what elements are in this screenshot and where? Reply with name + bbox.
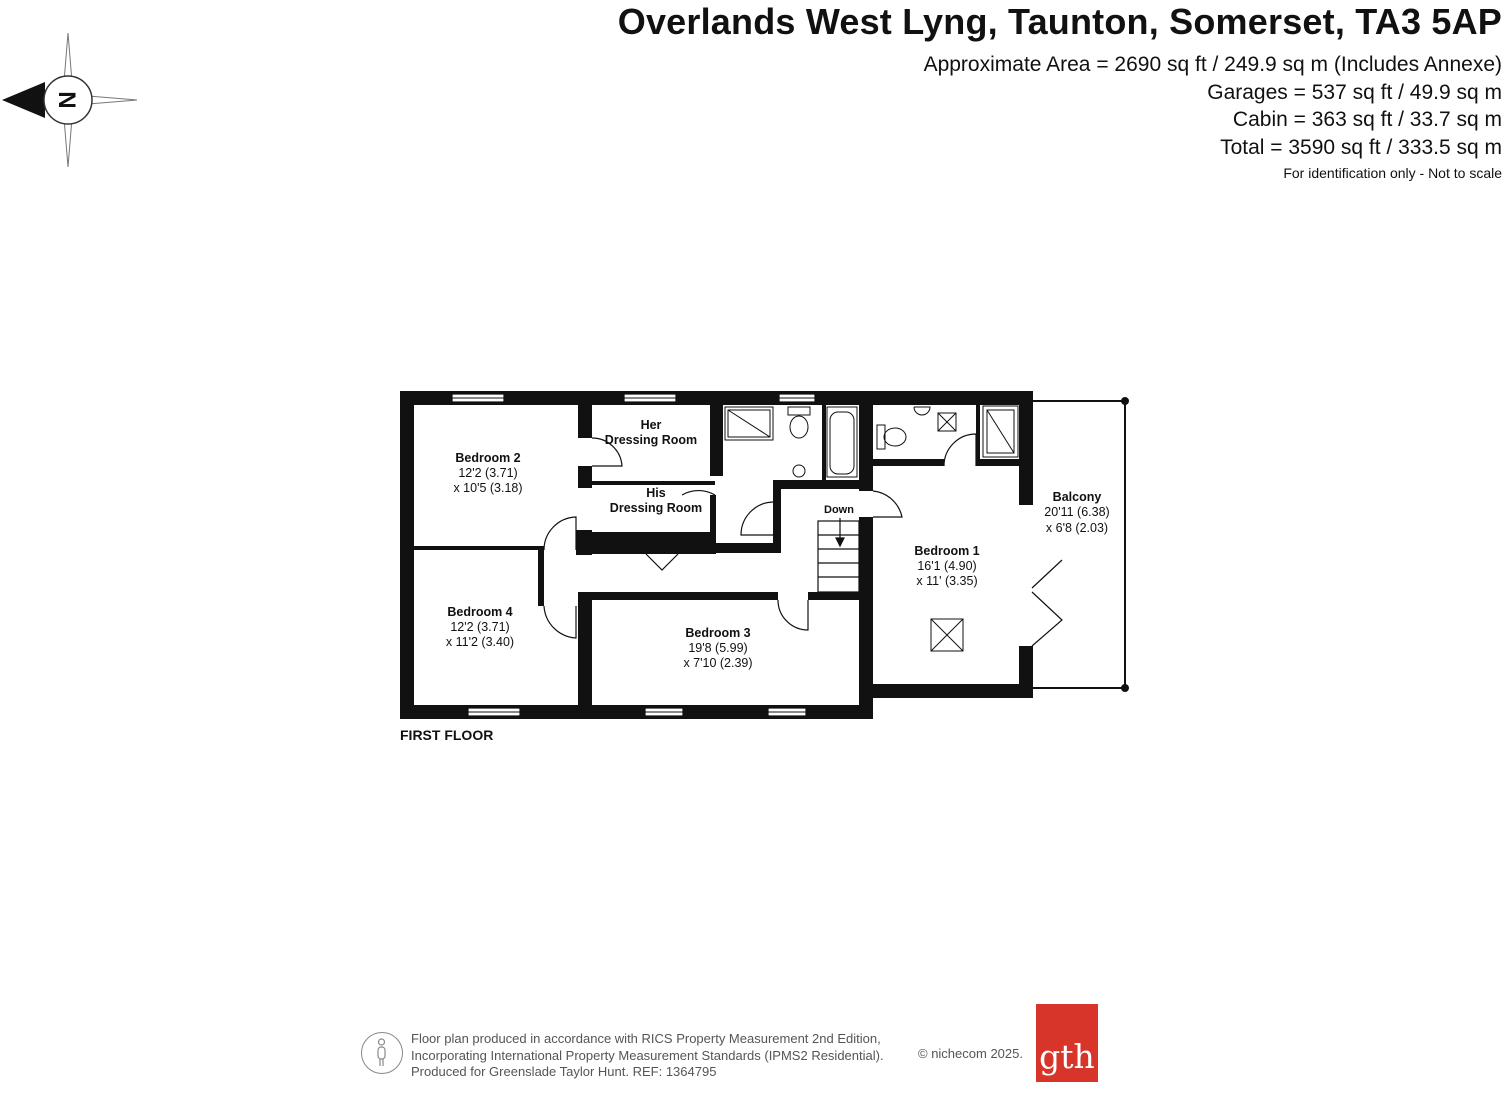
- property-title: Overlands West Lyng, Taunton, Somerset, TA3 5AP: [617, 1, 1502, 42]
- gth-logo: [1036, 1004, 1098, 1082]
- bedroom3-dim1: 19'8 (5.99): [688, 641, 748, 655]
- balcony-dim1: 20'11 (6.38): [1044, 505, 1110, 519]
- footer-line-3: Produced for Greenslade Taylor Hunt. REF: 1364795: [411, 1064, 717, 1079]
- compass-letter: N: [54, 91, 82, 109]
- bedroom2-dim1: 12'2 (3.71): [458, 466, 518, 480]
- stairs: [818, 518, 859, 592]
- bedroom4-name: Bedroom 4: [447, 605, 513, 619]
- bedroom2-name: Bedroom 2: [455, 451, 521, 465]
- cabin-area: Cabin = 363 sq ft / 33.7 sq m: [1232, 108, 1502, 131]
- her-dressing-line1: Her: [640, 418, 662, 432]
- stairs-label: Down: [824, 504, 854, 516]
- his-dressing-line2: Dressing Room: [609, 501, 703, 515]
- approximate-area: Approximate Area = 2690 sq ft / 249.9 sq m (Includes Annexe): [923, 53, 1502, 76]
- bedroom4-dim1: 12'2 (3.71): [450, 620, 510, 634]
- compass-icon: [2, 33, 137, 167]
- logo-text: gth: [1039, 1037, 1095, 1076]
- bedroom4-dim2: x 11'2 (3.40): [445, 635, 515, 649]
- her-dressing-line2: Dressing Room: [604, 433, 698, 447]
- bedroom2-dim2: x 10'5 (3.18): [453, 481, 523, 495]
- bedroom3-dim2: x 7'10 (2.39): [683, 656, 753, 670]
- footer-text: [411, 1031, 884, 1081]
- bedroom1-name: Bedroom 1: [914, 544, 980, 558]
- bedroom1-dim1: 16'1 (4.90): [917, 559, 977, 573]
- balcony-outline: [1032, 398, 1128, 691]
- footer-line-1: Floor plan produced in accordance with RICS Property Measurement 2nd Edition,: [411, 1031, 881, 1046]
- floor-label: FIRST FLOOR: [400, 727, 494, 743]
- footer-line-2: Incorporating International Property Measurement Standards (IPMS2 Residential).: [411, 1047, 884, 1063]
- balcony-dim2: x 6'8 (2.03): [1045, 521, 1109, 535]
- bedroom1-dim2: x 11' (3.35): [916, 574, 978, 588]
- bedroom3-name: Bedroom 3: [685, 626, 751, 640]
- garages-area: Garages = 537 sq ft / 49.9 sq m: [1207, 80, 1502, 104]
- copyright: © nichecom 2025.: [918, 1046, 1023, 1061]
- his-dressing-line1: His: [646, 486, 666, 500]
- identification-note: For identification only - Not to scale: [1283, 165, 1502, 181]
- person-scale-icon: [361, 1032, 403, 1074]
- balcony-name: Balcony: [1052, 490, 1102, 504]
- total-area: Total = 3590 sq ft / 333.5 sq m: [1220, 135, 1502, 159]
